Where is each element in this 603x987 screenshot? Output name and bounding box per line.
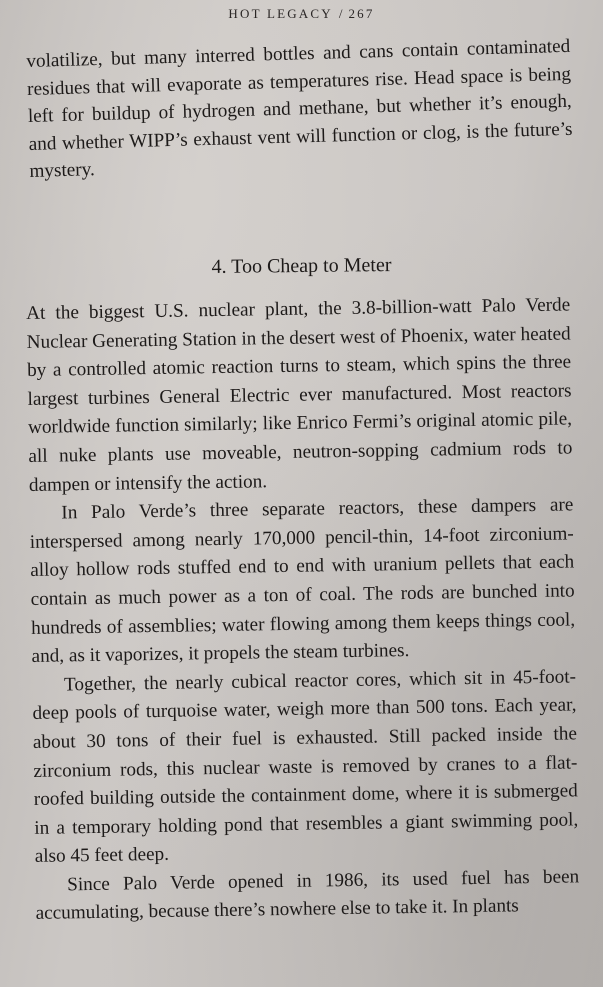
running-title: HOT LEGACY — [228, 6, 333, 21]
section-heading: 4. Too Cheap to Meter — [211, 254, 392, 278]
page-number: 267 — [348, 6, 375, 21]
paragraph-4: Since Palo Verde opened in 1986, its used fuel has been accumulating, because there’s nowhere else to take it. In plants — [35, 866, 580, 925]
running-header — [0, 6, 603, 22]
paragraph-2: In Palo Verde’s three separate reactors, these dampers are interspersed among nearly 170,000 pencil-thin, 14-foot zirconium-alloy hollow rods stuffed end to end with uranium pellets that each contain as much power as a ton of coal. The rods are bunched into hundreds of assemblies; water flowing among them keeps things cool, and, as it vaporizes, it propels the steam turbines. — [29, 494, 576, 668]
header-separator: / — [338, 6, 343, 21]
continuation-block — [26, 33, 574, 186]
paragraph-3: Together, the nearly cubical reactor cores, which sit in 45-foot-deep pools of turquoise water, weigh more than 500 tons. Each year, about 30 tons of their fuel is exhausted. Still packed inside the zirconium rods, this nuclear waste is removed by cranes to a flat-roofed building outside the containment dome, where it is submerged in a temporary holding pond that resembles a giant swimming pool, also 45 feet deep. — [32, 666, 579, 868]
section-body — [26, 291, 580, 929]
continuation-paragraph: volatilize, but many interred bottles and cans contain contaminated residues that will evaporate as temperatures rise. Head space is being left for buildup of hydrogen and methane, but whether it’s enough, and whether WIPP’s exhaust vent will function or clog, is the future’s mystery. — [26, 35, 573, 182]
paragraph-1: At the biggest U.S. nuclear plant, the 3.8-billion-watt Palo Verde Nuclear Generating Station in the desert west of Phoenix, water heated by a controlled atomic reaction turns to steam, which spins the three largest turbines General Electric ever manufactured. Most reactors worldwide function similarly; like Enrico Fermi’s original atomic pile, all nuke plants use moveable, neutron-sopping cadmium rods to dampen or intensify the action. — [26, 294, 573, 496]
